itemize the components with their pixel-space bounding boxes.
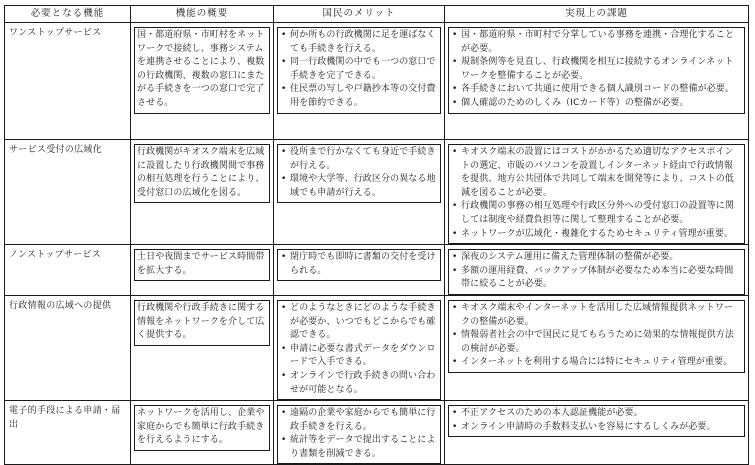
issue-item: • 国・都道府県・市町村で分掌している事務を連携・合理化することが必要。: [451, 29, 742, 56]
issue-item: • ネットワークが広域化・複雑化するためセキュリティ管理が重要。: [451, 228, 742, 242]
merit-cell: [274, 295, 445, 400]
issue-list: [451, 29, 742, 111]
merit-item: • 遠隔の企業や家庭からでも簡単に行政手続きを行える。: [280, 407, 438, 434]
issue-cell: [445, 140, 749, 245]
merit-item: • 役所まで行かなくても身近で手続きが行える。: [280, 146, 438, 173]
table-row: [5, 140, 749, 245]
merit-cell: [274, 23, 445, 140]
function-name: 電子的手段による申請・届出: [5, 401, 131, 465]
merit-list: [280, 407, 438, 461]
issue-box: [448, 249, 745, 295]
issue-item: • 不正アクセスのための本人認証機能が必要。: [451, 407, 742, 421]
merit-box: [277, 144, 441, 203]
header-overview: 機能の概要: [131, 6, 274, 23]
functions-table: [4, 5, 749, 465]
overview-cell: [131, 140, 274, 245]
overview-text: 国・都道府県・市町村をネットワークで接続し、事務システムを連携させることにより、複数の行政機関、複数の窓口にまたがる手続きを一つの窓口で完了させる。: [134, 27, 270, 114]
header-row: [5, 6, 749, 23]
function-name: サービス受付の広域化: [5, 140, 131, 245]
merit-list: [280, 146, 438, 200]
issue-cell: [445, 295, 749, 400]
overview-cell: [131, 23, 274, 140]
issue-list: [451, 407, 742, 434]
merit-cell: [274, 140, 445, 245]
header-function: 必要となる機能: [5, 6, 131, 23]
issue-list: [451, 146, 742, 241]
merit-item: • 統計等をデータで提出することにより書類を削減できる。: [280, 434, 438, 461]
overview-cell: [131, 295, 274, 400]
table-row: [5, 23, 749, 140]
merit-list: [280, 251, 438, 278]
merit-item: • 住民票の写しや戸籍抄本等の交付費用を節約できる。: [280, 83, 438, 110]
issue-box: [448, 300, 745, 373]
table-row: [5, 295, 749, 400]
merit-cell: [274, 401, 445, 465]
table-body: [5, 23, 749, 465]
overview-text: ネットワークを活用し、企業や家庭からでも簡単に行政手続きを行えるようにする。: [134, 405, 270, 451]
merit-item: • 同一行政機関の中でも一つの窓口で手続きを完了できる。: [280, 56, 438, 83]
merit-item: • 環境や大学等、行政区分の異なる地域でも申請が行える。: [280, 173, 438, 200]
merit-list: [280, 29, 438, 111]
merit-box: [277, 27, 441, 114]
function-name: ノンストップサービス: [5, 245, 131, 296]
issue-list: [451, 251, 742, 292]
function-name: ワンストップサービス: [5, 23, 131, 140]
merit-item: • 何か所もの行政機関に足を運ばなくても手続きを行える。: [280, 29, 438, 56]
issue-item: • 多額の運用経費、バックアップ体制が必要なため本当に必要な時間帯に絞ることが必要。: [451, 265, 742, 292]
issue-item: • 深夜のシステム運用に備えた管理体制の整備が必要。: [451, 251, 742, 265]
overview-text: 行政機関や行政手続きに関する情報をネットワークを介して広く提供する。: [134, 300, 270, 346]
issue-cell: [445, 23, 749, 140]
merit-list: [280, 302, 438, 397]
issue-box: [448, 27, 745, 114]
merit-box: [277, 300, 441, 400]
overview-text: 行政機関がキオスク端末を広域に設置したり行政機関間で事務の相互処理を行うことにより、受付窓口の広域化を図る。: [134, 144, 270, 203]
issue-item: • 各手続きにおいて共通に使用できる個人識別コードの整備が必要。: [451, 83, 742, 97]
issue-list: [451, 302, 742, 370]
issue-item: • キオスク端末の設置にはコストがかかるため適切なアクセスポイントの選定、市販のパソコンを設置しインターネット経由で行政情報を提供、地方公共団体で共同して端末を開発等により、コストの低減を図ることが必要。: [451, 146, 742, 200]
merit-cell: [274, 245, 445, 296]
merit-item: • どのようなときにどのような手続きが必要か、いつでもどこからでも確認できる。: [280, 302, 438, 343]
merit-item: • 申請に必要な書式データをダウンロードで入手できる。: [280, 343, 438, 370]
overview-cell: [131, 401, 274, 465]
header-issues: 実現上の課題: [445, 6, 749, 23]
merit-box: [277, 249, 441, 281]
merit-box: [277, 405, 441, 464]
table-row: [5, 401, 749, 465]
issue-item: • 行政機関の事務の相互処理や行政区分外への受付窓口の設置等に関しては制度や経費負担等に関して整理することが必要。: [451, 200, 742, 227]
header-merits: 国民のメリット: [274, 6, 445, 23]
issue-box: [448, 144, 745, 244]
issue-cell: [445, 245, 749, 296]
table-row: [5, 245, 749, 296]
issue-item: • 規制条例等を見直し、行政機関を相互に接続するオンラインネットワークを整備することが必要。: [451, 56, 742, 83]
merit-item: • 閉庁時でも即時に書類の交付を受けられる。: [280, 251, 438, 278]
issue-item: • インターネットを利用する場合には特にセキュリティ管理が重要。: [451, 356, 742, 370]
issue-cell: [445, 401, 749, 465]
issue-item: • 情報弱者社会の中で国民に見てもらうために効果的な情報提供方法の検討が必要。: [451, 329, 742, 356]
function-name: 行政情報の広域への提供: [5, 295, 131, 400]
overview-cell: [131, 245, 274, 296]
issue-box: [448, 405, 745, 437]
merit-item: • オンラインで行政手続きの問い合わせが可能となる。: [280, 370, 438, 397]
issue-item: • キオスク端末やインターネットを活用した広域情報提供ネットワークの整備が必要。: [451, 302, 742, 329]
issue-item: • オンライン申請時の手数料支払いを容易にするしくみが必要。: [451, 421, 742, 435]
overview-text: 土日や夜間までサービス時間帯を拡大する。: [134, 249, 270, 281]
issue-item: • 個人確認のためのしくみ（ICカード等）の整備が必要。: [451, 97, 742, 111]
